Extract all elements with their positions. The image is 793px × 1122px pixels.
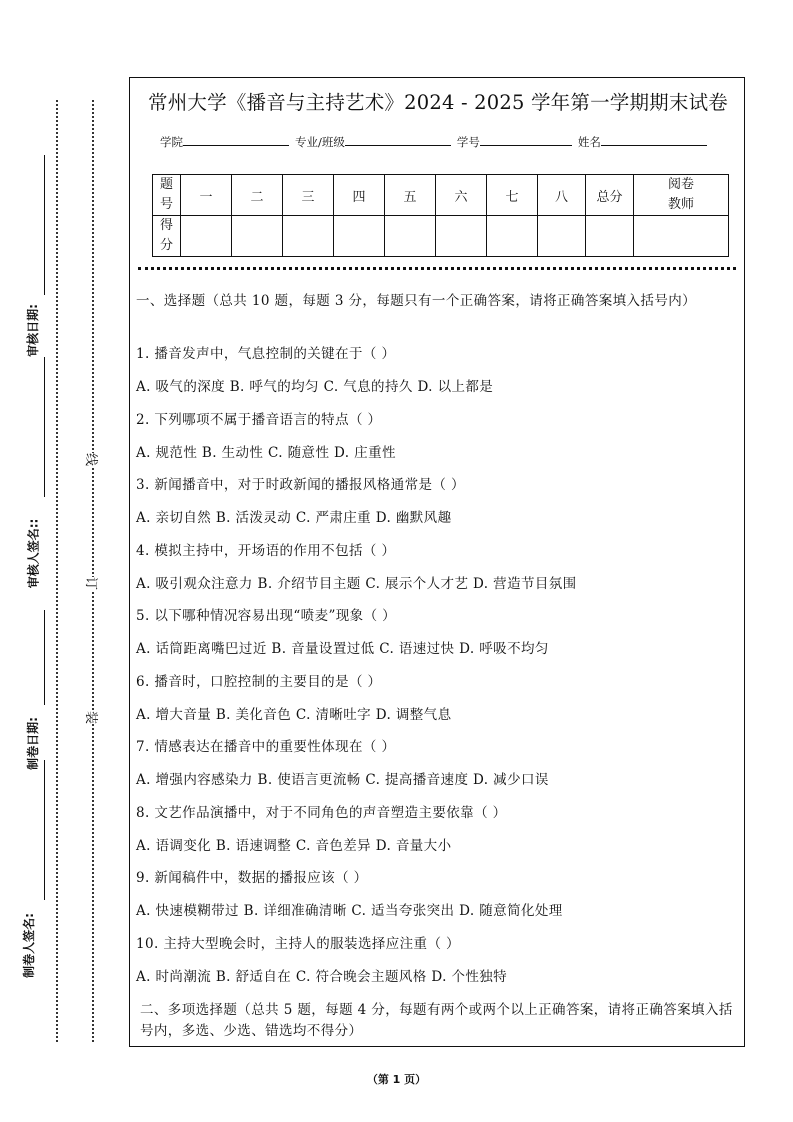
binding-char-line: 线 [81,453,104,466]
score-cell-4[interactable] [334,216,385,257]
score-cell-6[interactable] [436,216,487,257]
score-table-score-row [153,216,729,257]
student-info-row [160,133,713,150]
col-1: 一 [181,175,232,216]
question-2: 2. 下列哪项不属于播音语言的特点（ ） [136,412,382,428]
score-cell-total[interactable] [586,216,634,257]
score-cell-reviewer[interactable] [634,216,729,257]
maker-sign-line [44,760,45,900]
score-cell-3[interactable] [283,216,334,257]
question-3-options: A. 亲切自然 B. 活泼灵动 C. 严肃庄重 D. 幽默风趣 [136,510,452,526]
col-4: 四 [334,175,385,216]
binding-dotted-line-outer [56,100,58,1042]
student-id-field[interactable] [480,133,572,146]
question-2-options: A. 规范性 B. 生动性 C. 随意性 D. 庄重性 [136,445,396,461]
col-5: 五 [385,175,436,216]
row-header-score: 得 分 [153,216,181,257]
question-6: 6. 播音时，口腔控制的主要目的是（ ） [136,674,382,690]
maker-sign-label: 制卷人签名: [21,913,36,978]
question-10: 10. 主持大型晚会时，主持人的服装选择应注重（ ） [136,936,460,952]
review-date-line [44,155,45,295]
question-6-options: A. 增大音量 B. 美化音色 C. 清晰吐字 D. 调整气息 [136,707,452,723]
score-cell-8[interactable] [538,216,586,257]
col-7: 七 [487,175,538,216]
question-3: 3. 新闻播音中，对于时政新闻的播报风格通常是（ ） [136,477,465,493]
binding-char-order: 订 [81,577,104,590]
make-date-line [44,610,45,705]
question-5: 5. 以下哪种情况容易出现“喷麦”现象（ ） [136,608,397,624]
question-5-options: A. 话筒距离嘴巴过近 B. 音量设置过低 C. 语速过快 D. 呼吸不均匀 [136,641,549,657]
reviewer-sign-label: 审核人签名:: [26,518,41,589]
exam-title: 常州大学《播音与主持艺术》2024 - 2025 学年第一学期期末试卷 [148,91,728,114]
question-4: 4. 模拟主持中，开场语的作用不包括（ ） [136,543,396,559]
col-2: 二 [232,175,283,216]
col-reviewer: 阅卷 教师 [634,175,729,216]
page-number: （第 1 页） [366,1073,427,1086]
question-10-options: A. 时尚潮流 B. 舒适自在 C. 符合晚会主题风格 D. 个性独特 [136,969,508,985]
row-header-question-no: 题 号 [153,175,181,216]
section2-heading: 二、多项选择题（总共 5 题，每题 4 分，每题有两个或两个以上正确答案，请将正确答案填入括号内，多选、少选、错选均不得分） [140,1002,733,1039]
question-4-options: A. 吸引观众注意力 B. 介绍节目主题 C. 展示个人才艺 D. 营造节目氛围 [136,576,577,592]
question-7-options: A. 增强内容感染力 B. 使语言更流畅 C. 提高播音速度 D. 减少口误 [136,772,549,788]
exam-frame [129,77,745,1047]
name-label: 姓名 [577,135,601,149]
score-cell-5[interactable] [385,216,436,257]
major-label: 专业/班级 [295,135,345,149]
col-total: 总分 [586,175,634,216]
score-cell-2[interactable] [232,216,283,257]
section1-heading: 一、选择题（总共 10 题，每题 3 分，每题只有一个正确答案，请将正确答案填入括号内） [136,293,697,309]
college-label: 学院 [160,135,183,149]
student-id-label: 学号 [456,135,480,149]
section-divider [138,267,736,270]
review-date-label: 审核日期: [25,304,40,357]
question-1: 1. 播音发声中，气息控制的关键在于（ ） [136,346,396,362]
binding-char-mount: 装 [81,711,104,724]
question-8: 8. 文艺作品演播中，对于不同角色的声音塑造主要依靠（ ） [136,805,507,821]
binding-dotted-line-inner [92,100,94,1042]
score-cell-1[interactable] [181,216,232,257]
name-field[interactable] [601,133,707,146]
reviewer-sign-line [44,357,45,497]
col-8: 八 [538,175,586,216]
make-date-label: 制卷日期: [25,717,40,770]
col-3: 三 [283,175,334,216]
question-9-options: A. 快速模糊带过 B. 详细准确清晰 C. 适当夸张突出 D. 随意简化处理 [136,903,563,919]
question-1-options: A. 吸气的深度 B. 呼气的均匀 C. 气息的持久 D. 以上都是 [136,379,494,395]
question-8-options: A. 语调变化 B. 语速调整 C. 音色差异 D. 音量大小 [136,838,452,854]
score-table-header-row [153,175,729,216]
college-field[interactable] [183,133,289,146]
score-table [152,174,729,257]
col-6: 六 [436,175,487,216]
question-7: 7. 情感表达在播音中的重要性体现在（ ） [136,739,396,755]
score-cell-7[interactable] [487,216,538,257]
major-field[interactable] [345,133,451,146]
question-9: 9. 新闻稿件中，数据的播报应该（ ） [136,870,368,886]
